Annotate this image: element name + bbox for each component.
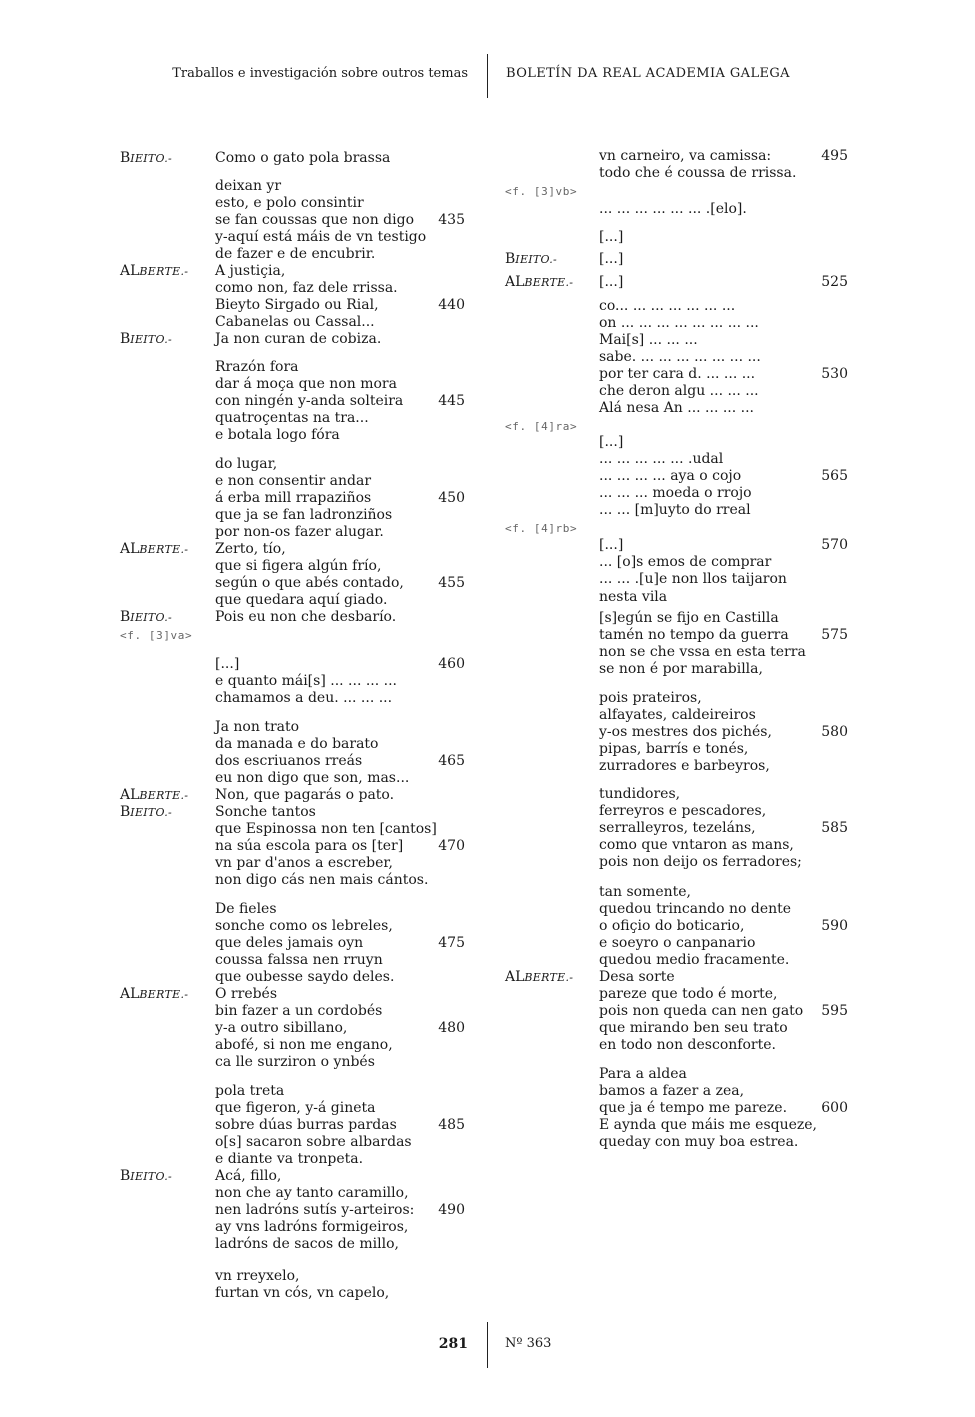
verse-line: dos escriuanos rreás (215, 753, 363, 769)
verse-line: pola treta (215, 1083, 285, 1099)
verse-line: chamamos a deu. ... ... ... (215, 690, 393, 706)
verse-line: Bieyto Sirgado ou Rial, (215, 297, 379, 313)
verse-line: que si figera algún frío, (215, 558, 382, 574)
verse-line: e botala logo fóra (215, 427, 340, 443)
verse-line: ... ... ... ... aya o cojo (599, 468, 742, 484)
verse-line: que oubesse saydo deles. (215, 969, 395, 985)
verse-line: Alá nesa An ... ... ... ... (599, 400, 754, 416)
speaker-name-rest: IEITO.- (130, 333, 173, 346)
verse-number: 595 (821, 1003, 848, 1019)
folio-marker: <f. [3]vb> (505, 185, 578, 198)
verse-line: [...] (599, 251, 624, 267)
verse-line: [...] (599, 537, 624, 553)
verse-line: pois non queda can nen gato (599, 1003, 804, 1019)
verse-line: según o que abés contado, (215, 575, 404, 591)
verse-line: serralleyros, tezeláns, (599, 820, 756, 836)
speaker-label (120, 331, 172, 348)
verse-number: 585 (821, 820, 848, 836)
verse-line: en todo non desconforte. (599, 1037, 776, 1053)
verse-line: co... ... ... ... ... ... ... (599, 298, 736, 314)
verse-number: 490 (438, 1202, 465, 1218)
verse-number: 450 (438, 490, 465, 506)
verse-line: quedou trincando no dente (599, 901, 792, 917)
verse-number: 480 (438, 1020, 465, 1036)
header-divider (487, 54, 488, 98)
verse-line: non che ay tanto caramillo, (215, 1185, 409, 1201)
speaker-name-rest: BERTE.- (524, 276, 574, 289)
verse-line: Acá, fillo, (215, 1168, 282, 1184)
verse-number: 495 (821, 148, 848, 164)
verse-line: ca lle surziron o ynbés (215, 1054, 375, 1070)
verse-line: ... [o]s emos de comprar (599, 554, 772, 570)
verse-number: 465 (438, 753, 465, 769)
verse-line: que ja é tempo me pareze. (599, 1100, 788, 1116)
verse-line: E aynda que máis me esqueze, (599, 1117, 818, 1133)
verse-line: A justiçia, (215, 263, 286, 279)
verse-line: e diante va tronpeta. (215, 1151, 364, 1167)
speaker-name-rest: BERTE.- (139, 543, 189, 556)
verse-line: Desa sorte (599, 969, 675, 985)
speaker-name-rest: IEITO.- (130, 1170, 173, 1183)
verse-line: da manada e do barato (215, 736, 379, 752)
verse-line: pois prateiros, (599, 690, 702, 706)
speaker-name-rest: BERTE.- (139, 265, 189, 278)
verse-line: ... ... ... moeda o rrojo (599, 485, 752, 501)
verse-line: tan somente, (599, 884, 691, 900)
verse-line: De fieles (215, 901, 277, 917)
verse-line: Como o gato pola brassa (215, 150, 391, 166)
speaker-initial: AL (505, 274, 525, 290)
speaker-initial: AL (120, 541, 140, 557)
folio-marker: <f. [3]va> (120, 629, 193, 642)
verse-line: ... ... .[u]e non llos taijaron (599, 571, 787, 587)
verse-line: bamos a fazer a zea, (599, 1083, 745, 1099)
speaker-name-rest: IEITO.- (130, 152, 173, 165)
verse-line: che deron algu ... ... ... (599, 383, 759, 399)
verse-line: pareze que todo é morte, (599, 986, 778, 1002)
verse-line: Rrazón fora (215, 359, 299, 375)
speaker-label (505, 274, 573, 291)
verse-line: vn rreyxelo, (215, 1268, 300, 1284)
verse-line: dar á moça que non mora (215, 376, 397, 392)
verse-line: ... ... [m]uyto do rreal (599, 502, 751, 518)
speaker-initial: AL (120, 787, 140, 803)
verse-line: o ofiçio do boticario, (599, 918, 745, 934)
verse-number: 530 (821, 366, 848, 382)
verse-line: do lugar, (215, 456, 278, 472)
speaker-initial: AL (120, 986, 140, 1002)
verse-line: ladróns de sacos de millo, (215, 1236, 399, 1252)
verse-line: ... ... ... ... ... .udal (599, 451, 724, 467)
verse-line: por non-os fazer alugar. (215, 524, 384, 540)
verse-line: zurradores e barbeyros, (599, 758, 770, 774)
verse-line: á erba mill rrapaziños (215, 490, 372, 506)
verse-line: y-aquí está máis de vn testigo (215, 229, 427, 245)
verse-line: y-os mestres dos pichés, (599, 724, 772, 740)
verse-line: Zerto, tío, (215, 541, 286, 557)
footer-divider (487, 1322, 488, 1368)
verse-number: 575 (821, 627, 848, 643)
speaker-initial: B (505, 251, 516, 267)
verse-line: eu non digo que son, mas... (215, 770, 410, 786)
verse-line: y-a outro sibillano, (215, 1020, 348, 1036)
verse-line: Para a aldea (599, 1066, 687, 1082)
verse-line: esto, e polo consintir (215, 195, 364, 211)
verse-line: ay vns ladróns formigeiros, (215, 1219, 409, 1235)
speaker-initial: B (120, 150, 131, 166)
verse-number: 565 (821, 468, 848, 484)
verse-line: como non, faz dele rrissa. (215, 280, 398, 296)
verse-line: todo che é coussa de rrissa. (599, 165, 797, 181)
verse-line: vn par d'anos a escreber, (215, 855, 394, 871)
verse-line: Cabanelas ou Cassal... (215, 314, 375, 330)
speaker-initial: B (120, 1168, 131, 1184)
speaker-initial: B (120, 804, 131, 820)
verse-line: tundidores, (599, 786, 681, 802)
verse-line: alfayates, caldeireiros (599, 707, 756, 723)
verse-line: quedou medio fracamente. (599, 952, 790, 968)
speaker-name-rest: BERTE.- (524, 971, 574, 984)
verse-line: pipas, barrís e tonés, (599, 741, 749, 757)
verse-line: [...] (599, 434, 624, 450)
verse-number: 455 (438, 575, 465, 591)
speaker-label (120, 787, 188, 804)
verse-number: 600 (821, 1100, 848, 1116)
speaker-initial: AL (505, 969, 525, 985)
verse-number: 440 (438, 297, 465, 313)
speaker-label (120, 609, 172, 626)
speaker-label (120, 541, 188, 558)
verse-line: ... ... ... ... ... ... .[elo]. (599, 201, 747, 217)
speaker-initial: AL (120, 263, 140, 279)
speaker-label (120, 150, 172, 167)
verse-line: o[s] sacaron sobre albardas (215, 1134, 412, 1150)
verse-number: 475 (438, 935, 465, 951)
folio-marker: <f. [4]ra> (505, 420, 578, 433)
verse-line: queday con muy boa estrea. (599, 1134, 799, 1150)
verse-line: sabe. ... ... ... ... ... ... ... (599, 349, 761, 365)
verse-line: nen ladróns sutís y-arteiros: (215, 1202, 415, 1218)
verse-line: ferreyros e pescadores, (599, 803, 767, 819)
verse-number: 460 (438, 656, 465, 672)
speaker-name-rest: IEITO.- (130, 611, 173, 624)
speaker-name-rest: BERTE.- (139, 789, 189, 802)
verse-line: coussa falssa nen rruyn (215, 952, 383, 968)
folio-marker: <f. [4]rb> (505, 522, 578, 535)
speaker-initial: B (120, 331, 131, 347)
verse-line: tamén no tempo da guerra (599, 627, 789, 643)
verse-number: 485 (438, 1117, 465, 1133)
verse-number: 435 (438, 212, 465, 228)
verse-line: como que vntaron as mans, (599, 837, 794, 853)
verse-line: pois non deijo os ferradores; (599, 854, 802, 870)
running-header-right: BOLETÍN DA REAL ACADEMIA GALEGA (506, 66, 790, 81)
verse-line: que deles jamais oyn (215, 935, 364, 951)
verse-line: con ningén y-anda solteira (215, 393, 404, 409)
verse-line: sobre dúas burras pardas (215, 1117, 397, 1133)
verse-line: Non, que pagarás o pato. (215, 787, 395, 803)
verse-line: que mirando ben seu trato (599, 1020, 788, 1036)
verse-line: abofé, si non me engano, (215, 1037, 393, 1053)
verse-line: nesta vila (599, 589, 668, 605)
issue-number: Nº 363 (505, 1336, 552, 1351)
verse-line: Mai[s] ... ... ... (599, 332, 698, 348)
verse-line: Sonche tantos (215, 804, 316, 820)
verse-line: que ja se fan ladronziños (215, 507, 393, 523)
verse-line: furtan vn cós, vn capelo, (215, 1285, 390, 1301)
verse-number: 525 (821, 274, 848, 290)
speaker-label (505, 251, 557, 268)
verse-line: quatroçentas na tra... (215, 410, 369, 426)
verse-line: se non é por marabilla, (599, 661, 763, 677)
verse-number: 570 (821, 537, 848, 553)
verse-line: on ... ... ... ... ... ... ... ... (599, 315, 759, 331)
verse-line: Ja non curan de cobiza. (215, 331, 382, 347)
speaker-initial: B (120, 609, 131, 625)
speaker-label (505, 969, 573, 986)
verse-line: vn carneiro, va camissa: (599, 148, 772, 164)
speaker-name-rest: IEITO.- (130, 806, 173, 819)
verse-line: bin fazer a un cordobés (215, 1003, 383, 1019)
verse-line: sonche como os lebreles, (215, 918, 393, 934)
verse-number: 445 (438, 393, 465, 409)
speaker-label (120, 1168, 172, 1185)
verse-line: Ja non trato (215, 719, 300, 735)
verse-line: de fazer e de encubrir. (215, 246, 376, 262)
verse-line: Pois eu non che desbarío. (215, 609, 397, 625)
speaker-label (120, 263, 188, 280)
speaker-label (120, 986, 188, 1003)
speaker-name-rest: IEITO.- (515, 253, 558, 266)
verse-line: e quanto mái[s] ... ... ... ... (215, 673, 397, 689)
verse-number: 580 (821, 724, 848, 740)
verse-line: por ter cara d. ... ... ... (599, 366, 756, 382)
page-number: 281 (438, 1336, 468, 1352)
verse-line: na súa escola para os [ter] (215, 838, 404, 854)
verse-line: [...] (599, 274, 624, 290)
speaker-label (120, 804, 172, 821)
verse-line: deixan yr (215, 178, 282, 194)
verse-number: 470 (438, 838, 465, 854)
verse-line: que Espinossa non ten [cantos] (215, 821, 437, 837)
verse-number: 590 (821, 918, 848, 934)
running-header-left: Traballos e investigación sobre outros temas (172, 66, 468, 81)
verse-line: O rrebés (215, 986, 278, 1002)
verse-line: se fan coussas que non digo (215, 212, 415, 228)
speaker-name-rest: BERTE.- (139, 988, 189, 1001)
verse-line: non digo cás nen mais cántos. (215, 872, 429, 888)
verse-line: [...] (215, 656, 240, 672)
verse-line: [...] (599, 229, 624, 245)
verse-line: e soeyro o canpanario (599, 935, 756, 951)
verse-line: que figeron, y-á gineta (215, 1100, 376, 1116)
verse-line: que quedara aquí giado. (215, 592, 388, 608)
verse-line: non se che vssa en esta terra (599, 644, 806, 660)
verse-line: e non consentir andar (215, 473, 372, 489)
verse-line: [s]egún se fijo en Castilla (599, 610, 779, 626)
